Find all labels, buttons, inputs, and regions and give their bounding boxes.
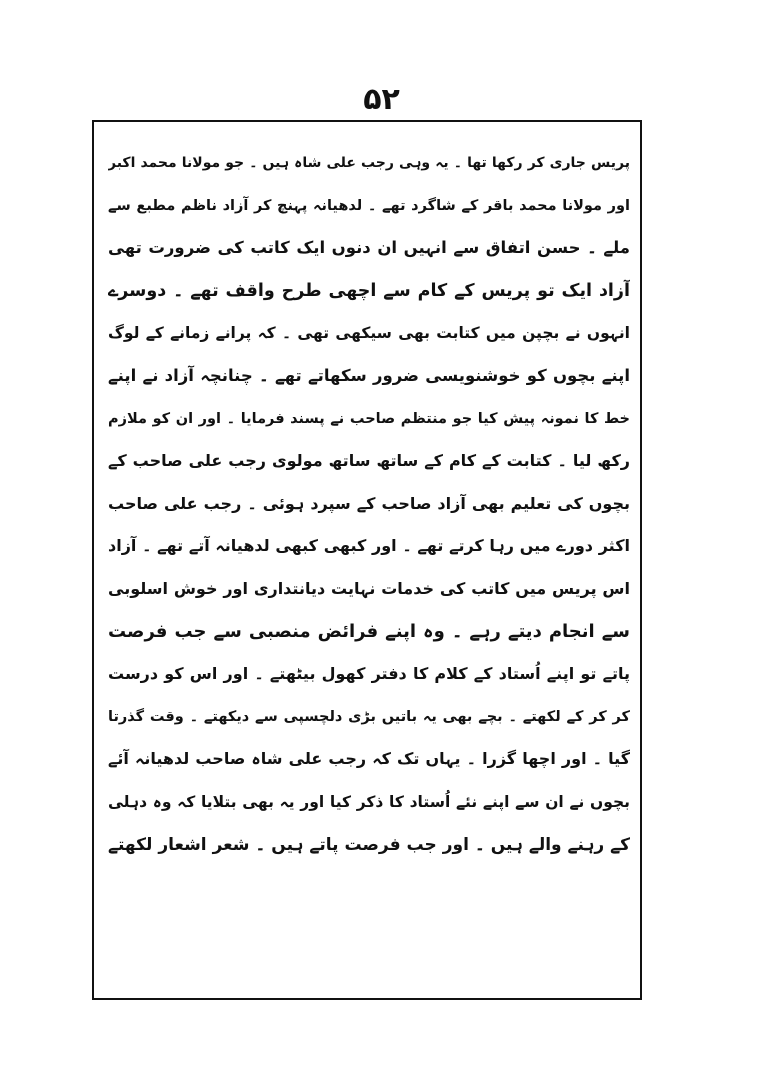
text-line: اور مولانا محمد باقر کے شاگرد تھے ۔ لدھیانہ پہنچ کر آزاد ناظم مطبع سے	[108, 197, 630, 214]
text-line: خط کا نمونہ پیش کیا جو منتظم صاحب نے پسند فرمایا ۔ اور ان کو ملازم	[108, 410, 630, 427]
text-line: گیا ۔ اور اچھا گزرا ۔ یہاں تک کہ رجب علی شاہ صاحب لدھیانہ آئے	[108, 749, 630, 769]
text-line: پریس جاری کر رکھا تھا ۔ یہ وہی رجب علی شاہ ہیں ۔ جو مولانا محمد اکبر	[108, 155, 630, 171]
text-line: کر کر کے لکھتے ۔ بچے بھی یہ باتیں بڑی دلچسپی سے دیکھتے ۔ وقت گذرتا	[108, 708, 630, 725]
text-line: بچوں کی تعلیم بھی آزاد صاحب کے سپرد ہوئی ۔ رجب علی صاحب	[108, 493, 630, 513]
text-line: انہوں نے بچپن میں کتابت بھی سیکھی تھی ۔ کہ پرانے زمانے کے لوگ	[108, 324, 630, 343]
page-number: ۵۲	[363, 82, 400, 117]
text-line: آزاد ایک تو پریس کے کام سے اچھی طرح واقف تھے ۔ دوسرے	[108, 280, 630, 301]
text-line: بچوں نے ان سے اپنے نئے اُستاد کا ذکر کیا اور یہ بھی بتلایا کہ وہ دہلی	[108, 792, 630, 811]
text-line: سے انجام دیتے رہے ۔ وہ اپنے فرائض منصبی سے جب فرصت	[108, 620, 630, 642]
text-line: کے رہنے والے ہیں ۔ اور جب فرصت پاتے ہیں ۔ شعر اشعار لکھتے	[108, 834, 630, 855]
text-line: ملے ۔ حسن اتفاق سے انہیں ان دنوں ایک کاتب کی ضرورت تھی	[108, 238, 630, 258]
text-line: اکثر دورے میں رہا کرتے تھے ۔ اور کبھی کبھی لدھیانہ آتے تھے ۔ آزاد	[108, 536, 630, 556]
text-body	[108, 142, 630, 866]
text-line: رکھ لیا ۔ کتابت کے کام کے ساتھ ساتھ مولوی رجب علی صاحب کے	[108, 451, 630, 471]
text-line: اس پریس میں کاتب کی خدمات نہایت دیانتداری اور خوش اسلوبی	[108, 578, 630, 598]
text-line: پاتے تو اپنے اُستاد کے کلام کا دفتر کھول بیٹھتے ۔ اور اس کو درست	[108, 664, 630, 684]
text-line: اپنے بچوں کو خوشنویسی ضرور سکھاتے تھے ۔ چنانچہ آزاد نے اپنے	[108, 365, 630, 385]
